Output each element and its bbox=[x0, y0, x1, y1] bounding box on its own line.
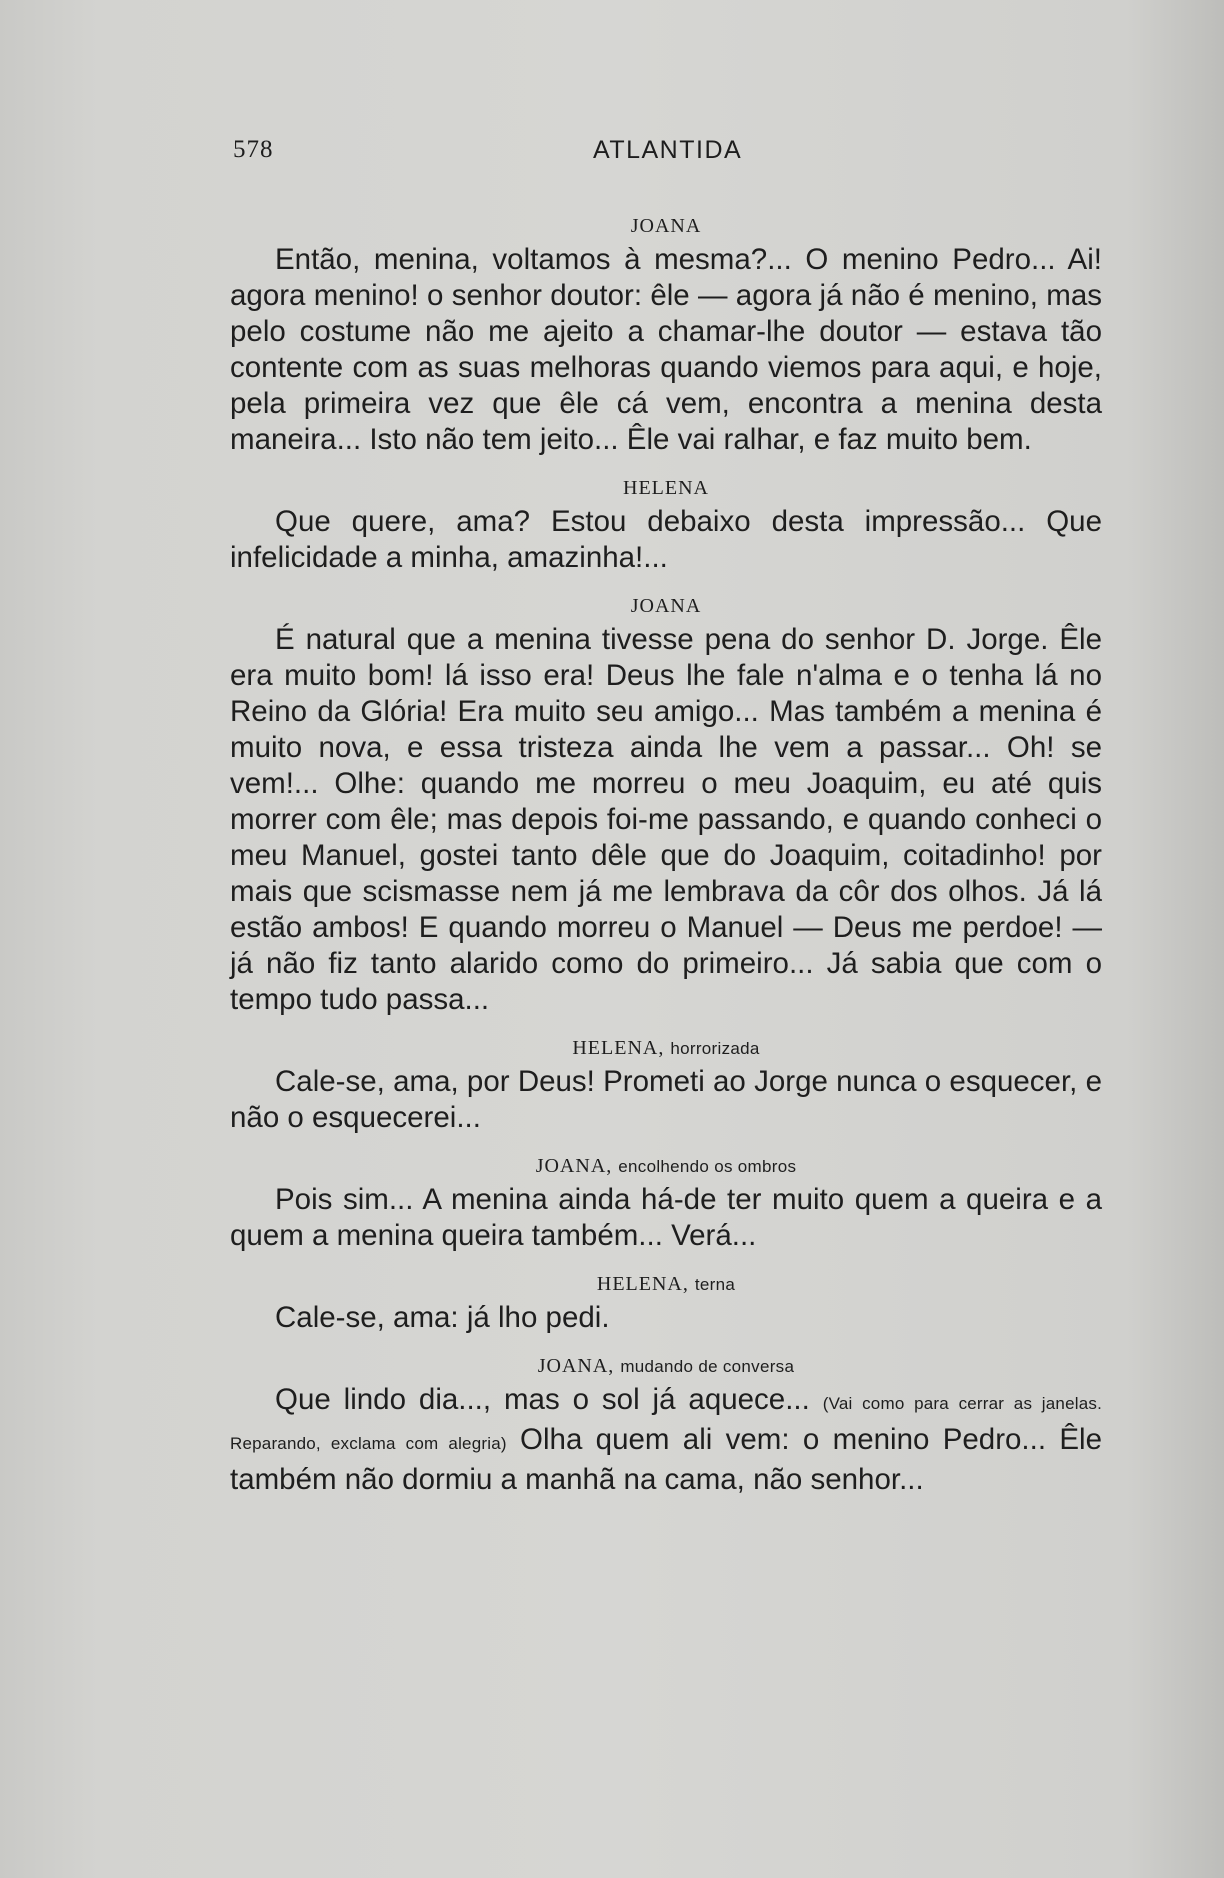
speech-paragraph: Então, menina, voltamos à mesma?... O menino Pedro... Ai! agora menino! o senhor doutor: êle — agora já não é menino, mas pelo costume não me ajeito a chamar-lhe doutor — estava tão contente com as suas melhoras quando viemos para aqui, e hoje, pela primeira vez que êle cá vem, encontra a menina desta maneira... Isto não tem jeito... Êle vai ralhar, e faz muito bem. bbox=[230, 243, 1102, 456]
speaker-name: HELENA bbox=[623, 477, 709, 499]
running-title: ATLANTIDA bbox=[593, 136, 743, 164]
speaker-label bbox=[230, 1146, 1102, 1182]
stage-direction: encolhendo os ombros bbox=[618, 1157, 797, 1176]
speech-paragraph: Pois sim... A menina ainda há-de ter muito quem a queira e a quem a menina queira também... Verá... bbox=[230, 1183, 1102, 1252]
speaker-name: HELENA, bbox=[572, 1037, 665, 1059]
speaker-name: JOANA, bbox=[537, 1355, 615, 1377]
speaker-label bbox=[230, 468, 1102, 504]
speaker-name: JOANA, bbox=[535, 1155, 613, 1177]
speech-paragraph: É natural que a menina tivesse pena do senhor D. Jorge. Êle era muito bom! lá isso era! Deus lhe fale n'alma e o tenha lá no Reino da Glória! Era muito seu amigo... Mas também a menina é muito nova, e essa tristeza ainda lhe vem a passar... Oh! se vem!... Olhe: quando me morreu o meu Joaquim, eu até quis morrer com êle; mas depois foi-me passando, e quando conheci o meu Manuel, gostei tanto dêle que do Joaquim, coitadinho! por mais que scismasse nem já me lembrava da côr dos olhos. Já lá estão ambos! E quando morreu o Manuel — Deus me perdoe! — já não fiz tanto alarido como do primeiro... Já sabia que com o tempo tudo passa... bbox=[230, 623, 1102, 1016]
speaker-label bbox=[230, 1346, 1102, 1382]
speech-paragraph: Cale-se, ama, por Deus! Prometi ao Jorge nunca o esquecer, e não o esquecerei... bbox=[230, 1065, 1102, 1134]
stage-direction: horrorizada bbox=[670, 1039, 760, 1058]
speaker-name: JOANA bbox=[630, 595, 702, 617]
speaker-label bbox=[230, 206, 1102, 242]
speech-paragraph: Cale-se, ama: já lho pedi. bbox=[275, 1301, 610, 1334]
speaker-label bbox=[230, 586, 1102, 622]
speech-text: Olha quem ali vem: o menino Pedro... Êle também não dormiu a manhã na cama, não senhor... bbox=[230, 1423, 1102, 1496]
speaker-label bbox=[230, 1028, 1102, 1064]
page-number: 578 bbox=[233, 136, 274, 163]
page-header bbox=[233, 136, 1103, 172]
inline-stage-direction: (Vai como para cerrar as janelas. Reparando, exclama com alegria) bbox=[230, 1394, 1102, 1453]
speech-text: Que lindo dia..., mas o sol já aquece... bbox=[275, 1383, 823, 1416]
speaker-label bbox=[230, 1264, 1102, 1300]
stage-direction: mudando de conversa bbox=[620, 1357, 795, 1376]
play-text bbox=[230, 206, 1102, 1508]
speaker-name: JOANA bbox=[630, 215, 702, 237]
speaker-name: HELENA, bbox=[596, 1273, 689, 1295]
speech-paragraph bbox=[230, 1382, 1102, 1498]
stage-direction: terna bbox=[694, 1275, 736, 1294]
speech-paragraph: Que quere, ama? Estou debaixo desta impressão... Que infelicidade a minha, amazinha!... bbox=[230, 505, 1102, 574]
